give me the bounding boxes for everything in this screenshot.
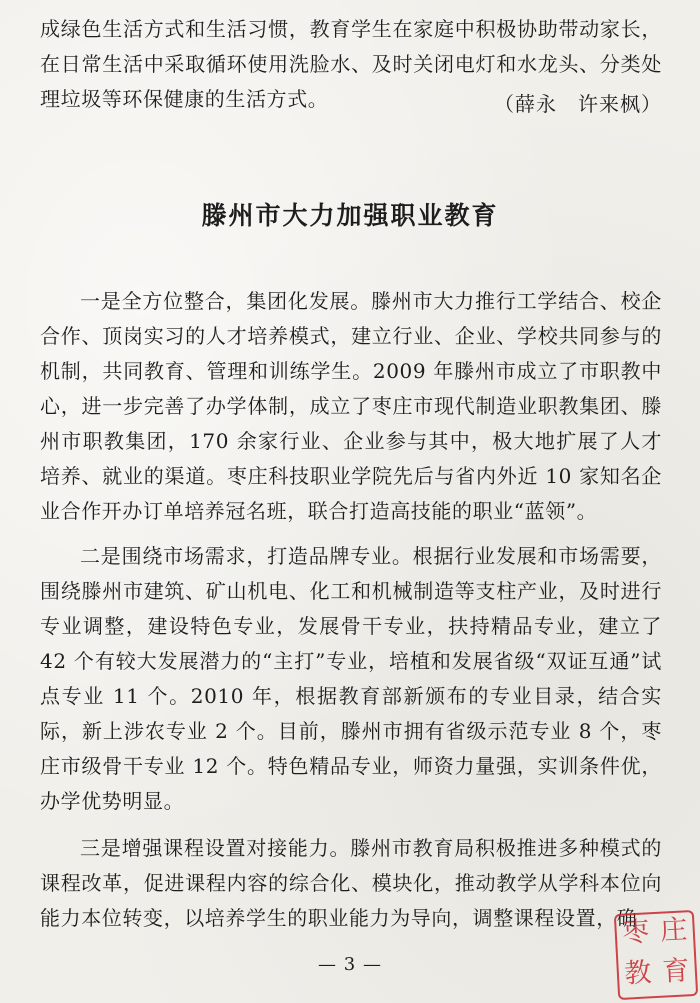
seal-char: 枣 bbox=[621, 916, 651, 949]
red-seal-stamp bbox=[614, 910, 698, 1000]
page-number: — 3 — bbox=[318, 954, 382, 975]
author-byline: （薛永 许来枫） bbox=[494, 92, 662, 116]
continued-paragraph: 成绿色生活方式和生活习惯，教育学生在家庭中积极协助带动家长，在日常生活中采取循环使用洗脸水、及时关闭电灯和水龙头、分类处理垃圾等环保健康的生活方式。 bbox=[40, 17, 662, 111]
body-paragraph-2: 二是围绕市场需求，打造品牌专业。根据行业发展和市场需要，围绕滕州市建筑、矿山机电、化工和机械制造等支柱产业，及时进行专业调整，建设特色专业，发展骨干专业，扶持精品专业，建立了 42 个有较大发展潜力的“主打”专业，培植和发展省级“双证互通”试点专业 11 个。2010 年，根据教育部新颁布的专业目录，结合实际，新上涉农专业 2 个。目前，滕州市拥有省级示范专业 8 个，枣庄市级骨干专业 12 个。特色精品专业，师资力量强，实训条件优，办学优势明显。 bbox=[40, 544, 662, 813]
body-paragraph-1: 一是全方位整合，集团化发展。滕州市大力推行工学结合、校企合作、顶岗实习的人才培养模式，建立行业、企业、学校共同参与的机制，共同教育、管理和训练学生。2009 年滕州市成立了市职教中心，进一步完善了办学体制，成立了枣庄市现代制造业职教集团、滕州市职教集团，170 余家行业、企业参与其中，极大地扩展了人才培养、就业的渠道。枣庄科技职业学院先后与省内外近 10 家知名企业合作开办订单培养冠名班，联合打造高技能的职业“蓝领”。 bbox=[40, 289, 662, 523]
seal-char: 教 bbox=[623, 957, 653, 990]
body-paragraph-3: 三是增强课程设置对接能力。滕州市教育局积极推进多种模式的课程改革，促进课程内容的综合化、模块化，推动教学从学科本位向能力本位转变，以培养学生的职业能力为导向，调整课程设置，确 bbox=[40, 836, 662, 930]
seal-char: 庄 bbox=[659, 914, 689, 947]
article-title: 滕州市大力加强职业教育 bbox=[201, 201, 499, 230]
seal-char: 育 bbox=[661, 955, 691, 988]
